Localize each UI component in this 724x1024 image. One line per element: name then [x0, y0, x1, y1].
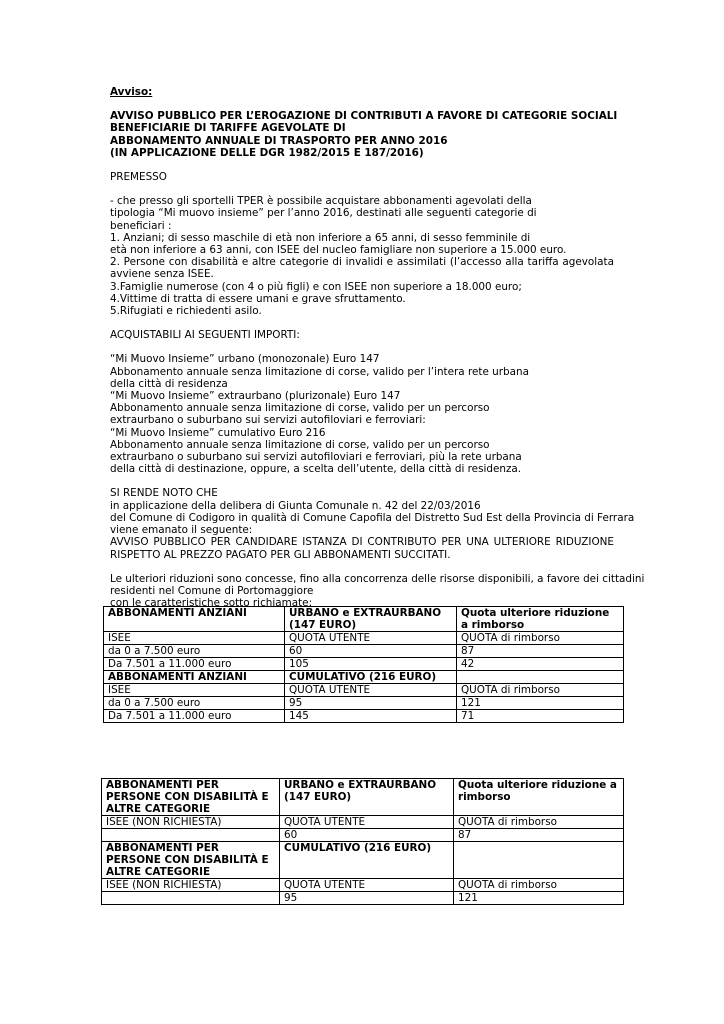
table-cell: Da 7.501 a 11.000 euro	[104, 658, 285, 671]
text-line: avviene senza ISEE.	[110, 268, 214, 281]
table-row	[104, 697, 624, 710]
text-line: extraurbano o suburbano sui servizi autofiloviari e ferroviari:	[110, 414, 426, 427]
table-cell	[457, 671, 624, 684]
header-cell: ABBONAMENTI ANZIANI	[104, 607, 285, 632]
avviso-label: Avviso:	[110, 86, 153, 98]
title-line: BENEFICIARIE DI TARIFFE AGEVOLATE DI	[110, 122, 346, 135]
table-row	[104, 658, 624, 671]
table-cell: QUOTA UTENTE	[280, 879, 454, 892]
importi-list	[110, 353, 614, 475]
header-cell: URBANO e EXTRAURBANO (147 EURO)	[280, 779, 454, 816]
table-cell: 60	[280, 829, 454, 842]
table-header-row	[102, 779, 624, 816]
table-anziani	[103, 606, 624, 723]
table-cell: 95	[285, 697, 457, 710]
table-row	[102, 816, 624, 829]
text-line: Abbonamento annuale senza limitazione di corse, valido per un percorso	[110, 438, 490, 451]
premesso-label: PREMESSO	[110, 171, 167, 184]
table-row	[102, 892, 624, 905]
table-cell: da 0 a 7.500 euro	[104, 645, 285, 658]
text-line: 3.Famiglie numerose (con 4 o più figli) e con ISEE non superiore a 18.000 euro;	[110, 280, 522, 293]
table-row	[104, 645, 624, 658]
text-line: in applicazione della delibera di Giunta Comunale n. 42 del 22/03/2016	[110, 499, 481, 512]
text-line: età non inferiore a 63 anni, con ISEE del nucleo famigliare non superiore a 15.000 euro.	[110, 244, 567, 257]
text-line: viene emanato il seguente:	[110, 524, 253, 537]
table-cell: Da 7.501 a 11.000 euro	[104, 710, 285, 723]
text-line: - che presso gli sportelli TPER è possibile acquistare abbonamenti agevolati della	[110, 195, 532, 208]
text-line: 4.Vittime di tratta di essere umani e grave sfruttamento.	[110, 292, 406, 305]
table-cell: QUOTA UTENTE	[280, 816, 454, 829]
table-cell: 105	[285, 658, 457, 671]
text-line: Le ulteriori riduzioni sono concesse, fino alla concorrenza delle risorse disponibili, a favore dei cittadini	[110, 572, 645, 585]
table-cell: QUOTA di rimborso	[457, 684, 624, 697]
text-line: “Mi Muovo Insieme” extraurbano (plurizonale) Euro 147	[110, 390, 401, 403]
text-line: extraurbano o suburbano sui servizi autofiloviari e ferroviari, più la rete urbana	[110, 451, 522, 464]
table-subheader-row	[104, 671, 624, 684]
text-line: 5.Rifugiati e richiedenti asilo.	[110, 305, 262, 318]
table-cell: 145	[285, 710, 457, 723]
rende-noto-section	[110, 487, 635, 561]
text-line: Abbonamento annuale senza limitazione di corse, valido per un percorso	[110, 402, 490, 415]
table-disabili	[101, 778, 624, 905]
table-cell: ISEE	[104, 684, 285, 697]
document-body	[110, 86, 645, 610]
table-cell: 95	[280, 892, 454, 905]
text-line: del Comune di Codigoro in qualità di Comune Capofila del Distretto Sud Est della Provincia di Ferrara	[110, 511, 635, 524]
table-cell	[102, 892, 280, 905]
header-cell: ABBONAMENTI PER PERSONE CON DISABILITÀ E ALTRE CATEGORIE	[102, 842, 280, 879]
text-line: 2. Persone con disabilità e altre categorie di invalidi e assimilati (l’accesso alla tariffa agevolata	[110, 256, 614, 269]
table-subheader-row	[102, 842, 624, 879]
table-row	[102, 879, 624, 892]
title-line: ABBONAMENTO ANNUALE DI TRASPORTO PER ANNO 2016	[110, 134, 448, 147]
table-cell: 87	[454, 829, 624, 842]
text-line: RISPETTO AL PREZZO PAGATO PER GLI ABBONAMENTI SUCCITATI.	[110, 548, 451, 561]
header-cell: CUMULATIVO (216 EURO)	[285, 671, 457, 684]
table-cell: QUOTA UTENTE	[285, 632, 457, 645]
premesso-intro	[110, 195, 614, 232]
importi-label: ACQUISTABILI AI SEGUENTI IMPORTI:	[110, 329, 300, 342]
header-cell: URBANO e EXTRAURBANO (147 EURO)	[285, 607, 457, 632]
header-cell: ABBONAMENTI ANZIANI	[104, 671, 285, 684]
text-line: beneficiari :	[110, 219, 172, 232]
table-cell: 60	[285, 645, 457, 658]
text-line: tipologia “Mi muovo insieme” per l’anno 2016, destinati alle seguenti categorie di	[110, 207, 537, 220]
table-cell: QUOTA di rimborso	[457, 632, 624, 645]
riduzioni-section	[110, 572, 645, 610]
title-line: (IN APPLICAZIONE DELLE DGR 1982/2015 E 187/2016)	[110, 146, 424, 159]
table-row	[104, 684, 624, 697]
beneficiary-categories	[110, 232, 614, 317]
table-cell: ISEE (NON RICHIESTA)	[102, 879, 280, 892]
table-cell: 121	[457, 697, 624, 710]
table-header-row	[104, 607, 624, 632]
text-line: AVVISO PUBBLICO PER CANDIDARE ISTANZA DI CONTRIBUTO PER UNA ULTERIORE RIDUZIONE	[110, 536, 614, 549]
header-cell: Quota ulteriore riduzione a rimborso	[454, 779, 624, 816]
text-line: con le caratteristiche sotto richiamate:	[110, 597, 313, 610]
header-cell: CUMULATIVO (216 EURO)	[280, 842, 454, 879]
table-cell	[454, 842, 624, 879]
notice-title	[110, 110, 618, 159]
table-cell: 71	[457, 710, 624, 723]
title-line: AVVISO PUBBLICO PER L’EROGAZIONE DI CONTRIBUTI A FAVORE DI CATEGORIE SOCIALI	[110, 110, 618, 123]
table-cell: QUOTA di rimborso	[454, 879, 624, 892]
text-line: “Mi Muovo Insieme” urbano (monozonale) Euro 147	[110, 353, 380, 366]
header-cell: ABBONAMENTI PER PERSONE CON DISABILITÀ E ALTRE CATEGORIE	[102, 779, 280, 816]
text-line: SI RENDE NOTO CHE	[110, 487, 218, 500]
table-cell: QUOTA di rimborso	[454, 816, 624, 829]
text-line: “Mi Muovo Insieme” cumulativo Euro 216	[110, 426, 326, 439]
table-cell: da 0 a 7.500 euro	[104, 697, 285, 710]
table-cell: 87	[457, 645, 624, 658]
table-row	[104, 632, 624, 645]
table-cell: QUOTA UTENTE	[285, 684, 457, 697]
table-cell: ISEE	[104, 632, 285, 645]
text-line: Abbonamento annuale senza limitazione di corse, valido per l’intera rete urbana	[110, 365, 529, 378]
text-line: residenti nel Comune di Portomaggiore	[110, 584, 314, 597]
header-cell: Quota ulteriore riduzione a rimborso	[457, 607, 624, 632]
table-cell	[102, 829, 280, 842]
text-line: della città di destinazione, oppure, a scelta dell’utente, della città di residenza.	[110, 463, 522, 476]
table-cell: 121	[454, 892, 624, 905]
table-cell: ISEE (NON RICHIESTA)	[102, 816, 280, 829]
text-line: 1. Anziani; di sesso maschile di età non inferiore a 65 anni, di sesso femminile di	[110, 231, 531, 244]
table-cell: 42	[457, 658, 624, 671]
text-line: della città di residenza	[110, 377, 228, 390]
table-row	[102, 829, 624, 842]
table-row	[104, 710, 624, 723]
